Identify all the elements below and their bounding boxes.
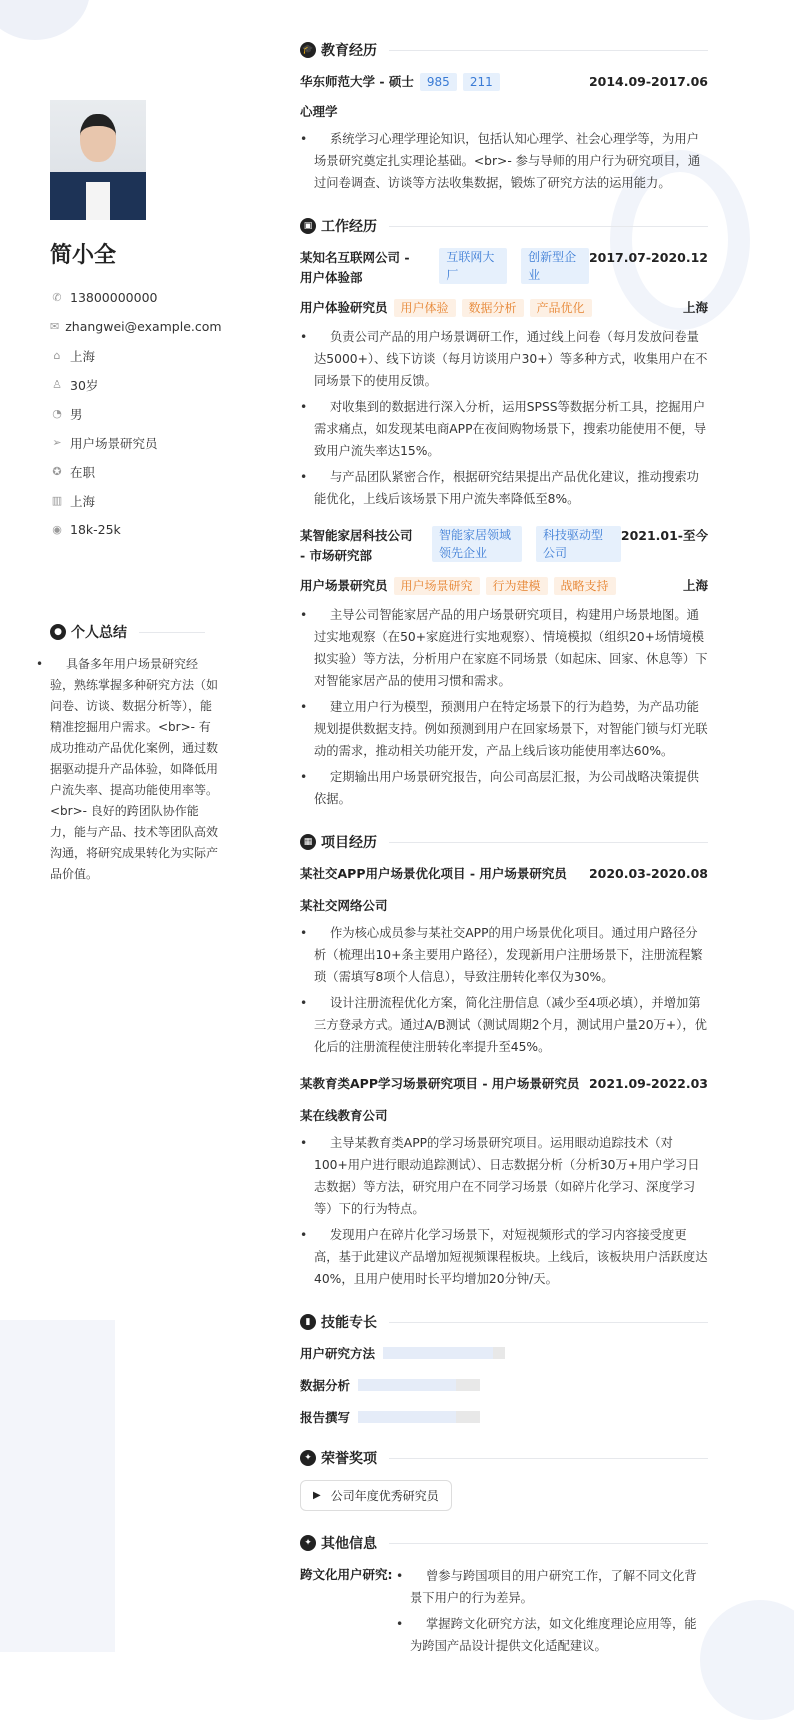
info-text: 在职: [70, 464, 96, 480]
skill-tag: 战略支持: [554, 577, 616, 595]
play-icon: ▶: [313, 1490, 321, 1501]
project-entry: [300, 864, 708, 1058]
skill-level-bar: [358, 1411, 480, 1423]
bullet: • 系统学习心理学理论知识，包括认知心理学、社会心理学等，为用户场景研究奠定扎实理论基础。<br>- 参与导师的用户行为研究项目，通过问卷调查、访谈等方法收集数据，锻炼了研究方法的运用能力。: [314, 128, 708, 194]
bullet: • 设计注册流程优化方案，简化注册信息（减少至4项必填），并增加第三方登录方式。通过A/B测试（测试周期2个月，测试用户量20万+），优化后的注册流程使注册转化率提升至45%。: [314, 992, 708, 1058]
date: 2021.01-至今: [620, 528, 708, 543]
skill-tag: 产品优化: [530, 299, 592, 317]
section-title: 荣誉奖项: [321, 1451, 377, 1467]
job-entry: [300, 526, 708, 810]
cake-icon: ♙: [52, 378, 62, 391]
info-text: 用户场景研究员: [70, 435, 158, 451]
date: 2021.09-2022.03: [588, 1076, 708, 1091]
info-item: [50, 341, 220, 370]
bullet: • 建立用户行为模型，预测用户在特定场景下的行为趋势，为产品功能规划提供数据支持。例如预测到用户在回家场景下，对智能门锁与灯光联动的需求，推动相关功能开发，产品上线后该功能使用率达60%。: [314, 696, 708, 762]
other-label: 跨文化用户研究:: [300, 1567, 393, 1582]
phone-icon: ✆: [52, 291, 62, 304]
skill-level-bar: [383, 1347, 505, 1359]
projects-section: [300, 832, 708, 1290]
main-content: [300, 40, 708, 1683]
company-name: 某知名互联网公司 - 用户体验部: [300, 250, 410, 285]
school-name: 华东师范大学 - 硕士: [300, 74, 414, 89]
candidate-name: 简小全: [50, 243, 117, 268]
info-item: [50, 399, 220, 428]
skill-item: [300, 1376, 500, 1394]
work-section: [300, 216, 708, 810]
gender-icon: ◔: [52, 407, 62, 420]
skill-tag: 用户体验: [394, 299, 456, 317]
bullet: • 发现用户在碎片化学习场景下，对短视频形式的学习内容接受度更高，基于此建议产品增加短视频课程板块。上线后，该板块用户活跃度达40%，且用户使用时长平均增加20分钟/天。: [314, 1224, 708, 1290]
skill-level-fill: [383, 1347, 493, 1359]
decor-block: [0, 1320, 115, 1652]
date: 2020.03-2020.08: [588, 866, 708, 881]
send-icon: ➢: [52, 436, 62, 449]
award-label: 公司年度优秀研究员: [330, 1489, 439, 1503]
skill-level-fill: [358, 1411, 456, 1423]
info-text: 上海: [70, 348, 96, 364]
company-name: 某智能家居科技公司 - 市场研究部: [300, 528, 413, 563]
info-item: [50, 457, 220, 486]
bullet: • 曾参与跨国项目的用户研究工作，了解不同文化背景下用户的行为差异。: [410, 1565, 708, 1609]
skill-tag: 用户场景研究: [394, 577, 480, 595]
skill-name: 数据分析: [300, 1378, 351, 1393]
decor-circle: [700, 1600, 794, 1720]
other-section: [300, 1533, 708, 1661]
project-name: 某教育类APP学习场景研究项目 - 用户场景研究员: [300, 1076, 580, 1091]
role: 用户场景研究员: [300, 578, 388, 593]
home-icon: ⌂: [53, 349, 61, 362]
bullet: • 掌握跨文化研究方法，如文化维度理论应用等，能为跨国产品设计提供文化适配建议。: [410, 1613, 708, 1657]
briefcase-icon: ▣: [300, 218, 316, 234]
info-text: 13800000000: [70, 290, 158, 305]
skill-tag: 行为建模: [486, 577, 548, 595]
info-text: zhangwei@example.com: [65, 319, 222, 334]
summary-section: [50, 622, 220, 885]
bullet: • 作为核心成员参与某社交APP的用户场景优化项目。通过用户路径分析（梳理出10+条主要用户路径），发现新用户注册场景下，注册流程繁琐（需填写8项个人信息），导致注册转化率仅为30%。: [314, 922, 708, 988]
city: 上海: [682, 578, 708, 593]
section-title: 教育经历: [321, 43, 377, 59]
skill-name: 用户研究方法: [300, 1346, 376, 1361]
project-entry: [300, 1074, 708, 1290]
info-item: [50, 370, 220, 399]
section-title: 工作经历: [321, 219, 377, 235]
bullet: • 对收集到的数据进行深入分析，运用SPSS等数据分析工具，挖掘用户需求痛点，如发现某电商APP在夜间购物场景下，搜索功能使用不便，导致用户流失率达15%。: [314, 396, 708, 462]
star-icon: ✦: [300, 1535, 316, 1551]
contact-info: [50, 283, 220, 544]
info-item: [50, 283, 220, 312]
info-text: 18k-25k: [70, 522, 121, 537]
salary-icon: ◉: [52, 523, 62, 536]
grid-icon: ▦: [300, 834, 316, 850]
skill-name: 报告撰写: [300, 1410, 351, 1425]
decor-circle: [0, 0, 90, 40]
info-item: [50, 515, 220, 544]
city: 上海: [682, 300, 708, 315]
date: 2014.09-2017.06: [588, 74, 708, 89]
summary-text: • 具备多年用户场景研究经验，熟练掌握多种研究方法（如问卷、访谈、数据分析等），能精准挖掘用户需求。<br>- 有成功推动产品优化案例，通过数据驱动提升产品体验，如降低用户流失率、提高功能使用率等。<br>- 良好的跨团队协作能力，能与产品、技术等团队高效沟通，将研究成果转化为实际产品价值。: [50, 654, 220, 885]
organization: 某社交网络公司: [300, 898, 388, 913]
skill-item: [300, 1408, 500, 1426]
tag: 211: [463, 73, 500, 91]
major: 心理学: [300, 104, 338, 119]
bullet: • 负责公司产品的用户场景调研工作，通过线上问卷（每月发放问卷量达5000+）、线下访谈（每月访谈用户30+）等多种方式，收集用户在不同场景下的使用反馈。: [314, 326, 708, 392]
awards-section: [300, 1448, 708, 1511]
info-item: [50, 428, 220, 457]
skill-item: [300, 1344, 510, 1362]
job-entry: [300, 248, 708, 510]
bullet: • 与产品团队紧密合作，根据研究结果提出产品优化建议，推动搜索功能优化，上线后该场景下用户流失率降低至8%。: [314, 466, 708, 510]
bullet: • 主导某教育类APP的学习场景研究项目。运用眼动追踪技术（对100+用户进行眼动追踪测试）、日志数据分析（分析30万+用户学习日志数据）等方法，研究用户在不同学习场景（如碎片化学习、深度学习等）下的行为特点。: [314, 1132, 708, 1220]
project-name: 某社交APP用户场景优化项目 - 用户场景研究员: [300, 866, 567, 881]
role: 用户体验研究员: [300, 300, 388, 315]
chart-icon: ▮: [300, 1314, 316, 1330]
graduation-cap-icon: 🎓: [300, 42, 316, 58]
skill-tag: 数据分析: [462, 299, 524, 317]
mail-icon: ✉: [50, 320, 60, 333]
skills-section: [300, 1312, 708, 1426]
tag: 智能家居领域领先企业: [432, 526, 522, 562]
sidebar: [50, 100, 220, 889]
organization: 某在线教育公司: [300, 1108, 388, 1123]
info-item: [50, 486, 220, 515]
info-item: [50, 312, 220, 341]
building-icon: ▥: [51, 494, 63, 507]
info-text: 男: [70, 406, 83, 422]
status-icon: ✪: [52, 465, 62, 478]
education-section: [300, 40, 708, 194]
section-title: 个人总结: [71, 625, 127, 641]
info-text: 30岁: [70, 377, 99, 393]
skill-level-fill: [358, 1379, 456, 1391]
bullet: • 定期输出用户场景研究报告，向公司高层汇报，为公司战略决策提供依据。: [314, 766, 708, 810]
info-text: 上海: [70, 493, 96, 509]
tag: 985: [420, 73, 457, 91]
award-item[interactable]: [300, 1480, 452, 1511]
award-icon: ✦: [300, 1450, 316, 1466]
bullet: • 主导公司智能家居产品的用户场景研究项目，构建用户场景地图。通过实地观察（在50+家庭进行实地观察）、情境模拟（组织20+场情境模拟实验）等方法，分析用户在家庭不同场景（如起床、回家、休息等）下对智能家居产品的使用习惯和需求。: [314, 604, 708, 692]
tag: 科技驱动型公司: [536, 526, 621, 562]
user-icon: ●: [50, 624, 66, 640]
tag: 创新型企业: [521, 248, 589, 284]
section-title: 其他信息: [321, 1536, 377, 1552]
skill-level-bar: [358, 1379, 480, 1391]
tag: 互联网大厂: [439, 248, 507, 284]
section-title: 项目经历: [321, 835, 377, 851]
avatar-photo: [50, 100, 146, 220]
date: 2017.07-2020.12: [588, 250, 708, 265]
section-title: 技能专长: [321, 1315, 377, 1331]
